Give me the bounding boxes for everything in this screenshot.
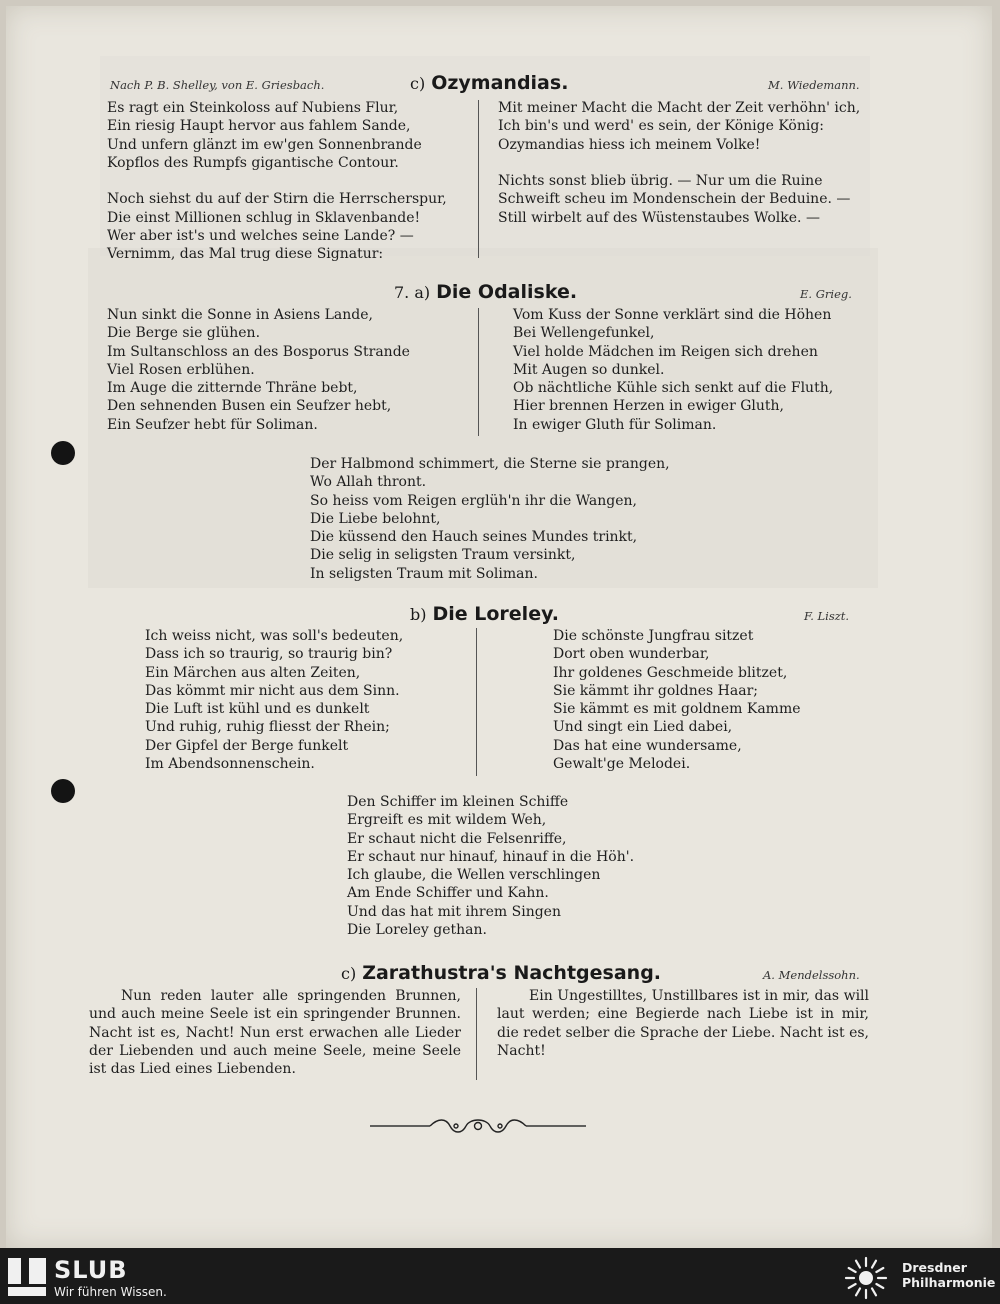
composer-credit: E. Grieg. <box>800 287 852 301</box>
verse-column-right <box>498 99 860 227</box>
verse-line: Nichts sonst blieb übrig. — Nur um die Ruine <box>498 173 823 190</box>
verse-line: Schweift scheu im Mondenschein der Beduine. — <box>498 191 851 208</box>
verse-line: Wo Allah thront. <box>310 474 427 491</box>
verse-line: Sie kämmt es mit goldnem Kamme <box>553 701 801 718</box>
verse-line: Viel holde Mädchen im Reigen sich drehen <box>513 343 818 360</box>
verse-line: Die selig in seligsten Traum versinkt, <box>310 547 576 564</box>
verse-line: Bei Wellengefunkel, <box>513 325 655 342</box>
verse-line: Im Sultanschloss an des Bosporus Strande <box>107 343 410 360</box>
verse-line: Und das hat mit ihrem Singen <box>347 903 561 920</box>
verse-line: Vom Kuss der Sonne verklärt sind die Höhen <box>513 307 832 323</box>
verse-line: Ergreift es mit wildem Weh, <box>347 812 547 829</box>
verse-line <box>107 172 447 190</box>
verse-line: Mit meiner Macht die Macht der Zeit verhöhn' ich, <box>498 100 861 116</box>
song-number: b) <box>410 605 427 624</box>
slub-name: SLUB <box>54 1256 128 1284</box>
verse-line: Das hat eine wundersame, <box>553 737 742 754</box>
song-title-text: Die Loreley. <box>432 603 559 625</box>
verse-line: Die Loreley gethan. <box>347 922 487 939</box>
composer-credit: M. Wiedemann. <box>768 78 860 92</box>
column-divider <box>478 100 479 258</box>
verse-line: Gewalt'ge Melodei. <box>553 756 691 773</box>
verse-line: Es ragt ein Steinkoloss auf Nubiens Flur, <box>107 100 399 116</box>
verse-column-right <box>513 306 833 434</box>
verse-line: Und unfern glänzt im ew'gen Sonnenbrande <box>107 136 422 153</box>
verse-line: Das kömmt mir nicht aus dem Sinn. <box>145 682 400 699</box>
song-title <box>410 72 568 94</box>
song-title-text: Ozymandias. <box>431 72 569 94</box>
verse-line: Ein Märchen aus alten Zeiten, <box>145 664 361 681</box>
song-title-text: Die Odaliske. <box>436 281 578 303</box>
verse-line: Ich bin's und werd' es sein, der Könige König: <box>498 118 825 135</box>
verse-line: Ob nächtliche Kühle sich senkt auf die Fluth, <box>513 380 834 397</box>
verse-line: Der Gipfel der Berge funkelt <box>145 737 349 754</box>
prose-column-left: Nun reden lauter alle springenden Brunnen, und auch meine Seele ist ein springender Brunnen. Nacht ist es, Nacht! Nun erst erwachen alle Lieder der Liebenden und auch meine Seele, meine Seele ist das Lied eines Liebenden. <box>89 988 461 1078</box>
verse-line: Der Halbmond schimmert, die Sterne sie prangen, <box>310 456 670 472</box>
verse-line: Noch siehst du auf der Stirn die Herrscherspur, <box>107 191 447 208</box>
philharmonie-name <box>902 1260 995 1290</box>
verse-line: Wer aber ist's und welches seine Lande? — <box>107 228 414 245</box>
verse-line: Hier brennen Herzen in ewiger Gluth, <box>513 398 785 415</box>
column-divider <box>478 308 479 436</box>
poet-credit: Nach P. B. Shelley, von E. Griesbach. <box>110 78 325 92</box>
verse-center-stanza <box>347 793 634 939</box>
verse-line: Und ruhig, ruhig fliesst der Rhein; <box>145 719 390 736</box>
verse-line: Sie kämmt ihr goldnes Haar; <box>553 682 758 699</box>
verse-line: Die Berge sie glühen. <box>107 325 261 342</box>
verse-line: Ihr goldenes Geschmeide blitzet, <box>553 664 788 681</box>
verse-line: Die Liebe belohnt, <box>310 510 441 527</box>
slub-tagline: Wir führen Wissen. <box>54 1285 167 1299</box>
verse-line: Ein Seufzer hebt für Soliman. <box>107 416 318 433</box>
verse-line: Dass ich so traurig, so traurig bin? <box>145 646 393 663</box>
verse-line: Ich weiss nicht, was soll's bedeuten, <box>145 628 404 644</box>
verse-line: Ich glaube, die Wellen verschlingen <box>347 867 601 884</box>
verse-line: So heiss vom Reigen erglüh'n ihr die Wangen, <box>310 492 637 509</box>
column-divider <box>476 988 477 1080</box>
verse-line: Im Abendsonnenschein. <box>145 756 315 773</box>
verse-line: Ein riesig Haupt hervor aus fahlem Sande, <box>107 118 411 135</box>
verse-line: Er schaut nicht die Felsenriffe, <box>347 830 567 847</box>
song-title-text: Zarathustra's Nachtgesang. <box>362 962 662 984</box>
composer-credit: A. Mendelssohn. <box>763 968 860 982</box>
verse-line: Ozymandias hiess ich meinem Volke! <box>498 136 761 153</box>
verse-line: Mit Augen so dunkel. <box>513 361 665 378</box>
song-number: c) <box>410 74 426 93</box>
verse-line: Im Auge die zitternde Thräne bebt, <box>107 380 358 397</box>
song-number: c) <box>341 964 357 983</box>
ornament-divider <box>370 1114 586 1138</box>
verse-line: Still wirbelt auf des Wüstenstaubes Wolke. — <box>498 209 820 226</box>
song-title <box>394 281 577 303</box>
column-divider <box>476 628 477 776</box>
punch-hole <box>51 441 75 465</box>
footer-bar <box>0 1248 1000 1304</box>
verse-line <box>498 154 860 172</box>
philharmonie-name-line2: Philharmonie <box>902 1275 996 1290</box>
verse-line: Den sehnenden Busen ein Seufzer hebt, <box>107 398 392 415</box>
verse-line: Vernimm, das Mal trug diese Signatur: <box>107 246 384 263</box>
verse-line: Die einst Millionen schlug in Sklavenbande! <box>107 209 421 226</box>
verse-line: Die schönste Jungfrau sitzet <box>553 628 754 644</box>
verse-column-right <box>553 627 801 773</box>
philharmonie-logo-icon <box>842 1254 890 1302</box>
song-title <box>410 603 559 625</box>
verse-column-left <box>107 306 410 434</box>
philharmonie-name-line1: Dresdner <box>902 1260 967 1275</box>
verse-column-left <box>145 627 403 773</box>
verse-column-left <box>107 99 447 264</box>
verse-line: Dort oben wunderbar, <box>553 646 710 663</box>
song-title <box>341 962 661 984</box>
verse-line: Die küssend den Hauch seines Mundes trinkt, <box>310 529 638 546</box>
verse-line: In ewiger Gluth für Soliman. <box>513 416 717 433</box>
verse-line: Kopflos des Rumpfs gigantische Contour. <box>107 154 399 171</box>
verse-line: Viel Rosen erblühen. <box>107 361 255 378</box>
prose-column-right: Ein Ungestilltes, Unstillbares ist in mir, das will laut werden; eine Begierde nach Liebe ist in mir, die redet selber die Sprache der Liebe. Nacht ist es, Nacht! <box>497 988 869 1059</box>
verse-line: Die Luft ist kühl und es dunkelt <box>145 701 370 718</box>
punch-hole <box>51 779 75 803</box>
verse-line: In seligsten Traum mit Soliman. <box>310 565 538 582</box>
verse-line: Nun sinkt die Sonne in Asiens Lande, <box>107 307 373 323</box>
verse-line: Und singt ein Lied dabei, <box>553 719 733 736</box>
verse-line: Er schaut nur hinauf, hinauf in die Höh'. <box>347 848 635 865</box>
verse-center-stanza <box>310 455 670 583</box>
song-number: 7. a) <box>394 283 431 302</box>
verse-line: Am Ende Schiffer und Kahn. <box>347 885 549 902</box>
composer-credit: F. Liszt. <box>804 609 850 623</box>
slub-logo-icon <box>8 1258 46 1296</box>
verse-line: Den Schiffer im kleinen Schiffe <box>347 794 569 810</box>
